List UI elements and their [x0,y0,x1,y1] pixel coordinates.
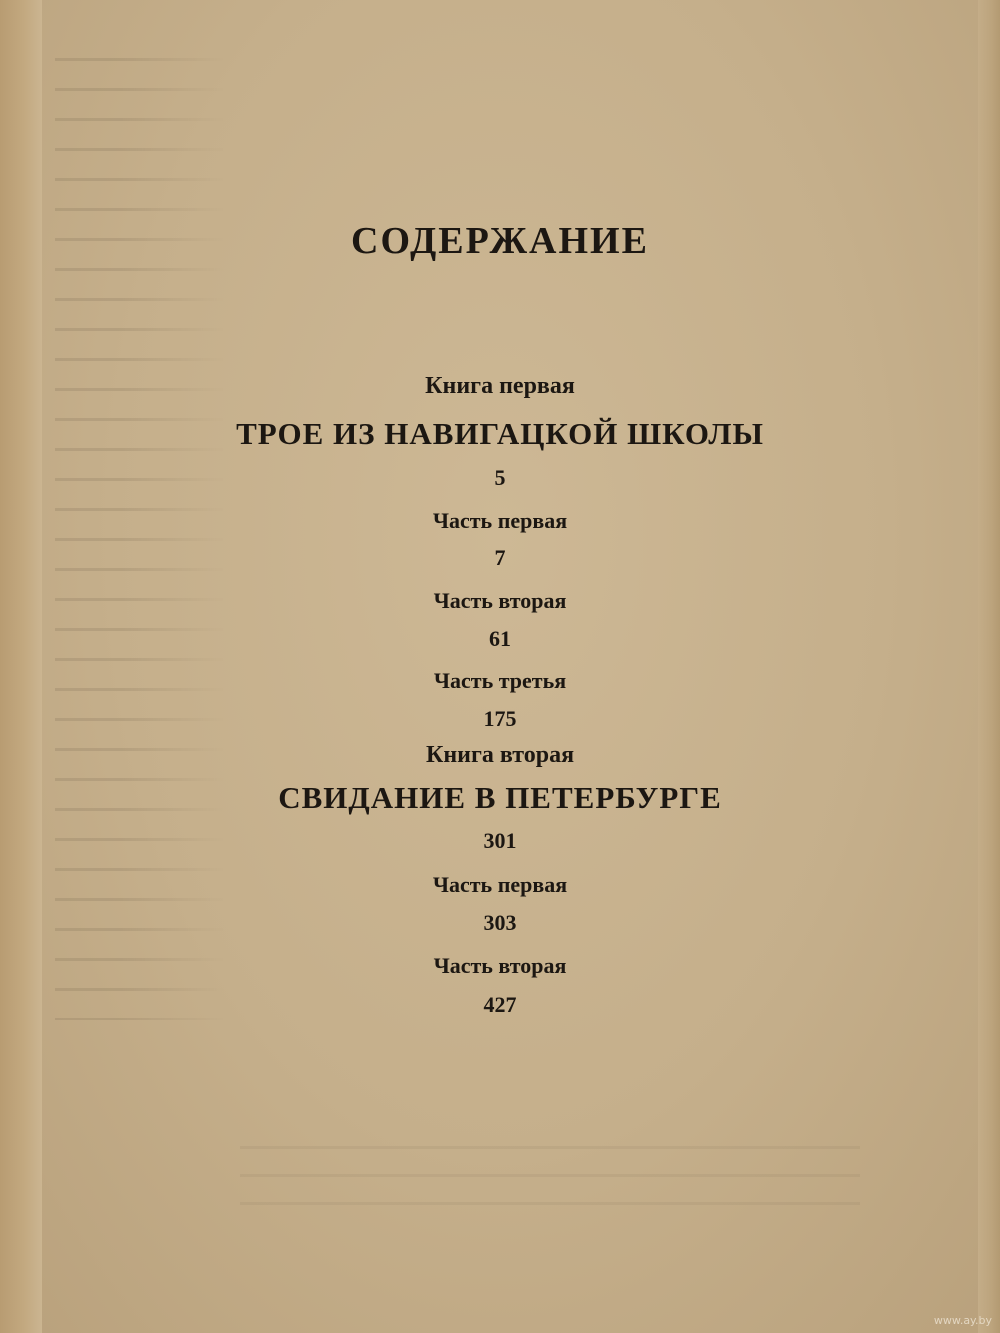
book1-part3-label: Часть третья [433,668,567,693]
book1-part3-page-number: 175 [483,706,517,731]
book2-part2-page-number: 427 [483,992,517,1017]
watermark: www.ay.by [933,1314,992,1327]
book1-part1-label: Часть первая [432,508,568,533]
book1-title: ТРОЕ ИЗ НАВИГАЦКОЙ ШКОЛЫ [236,416,764,451]
book1-page-number: 5 [494,465,506,490]
book2-part1-label: Часть первая [432,872,568,897]
book2-part1-page-number: 303 [483,910,517,935]
book1-part1-page-number: 7 [494,545,506,570]
book2-title: СВИДАНИЕ В ПЕТЕРБУРГЕ [278,780,722,815]
book2-page-number: 301 [483,828,517,853]
book1-label: Книга первая [425,373,575,399]
page-title: СОДЕРЖАНИЕ [351,220,649,262]
book2-part2-label: Часть вторая [433,953,567,978]
book1-part2-label: Часть вторая [433,588,567,613]
book2-label: Книга вторая [425,742,575,768]
book1-part2-page-number: 61 [489,626,511,651]
